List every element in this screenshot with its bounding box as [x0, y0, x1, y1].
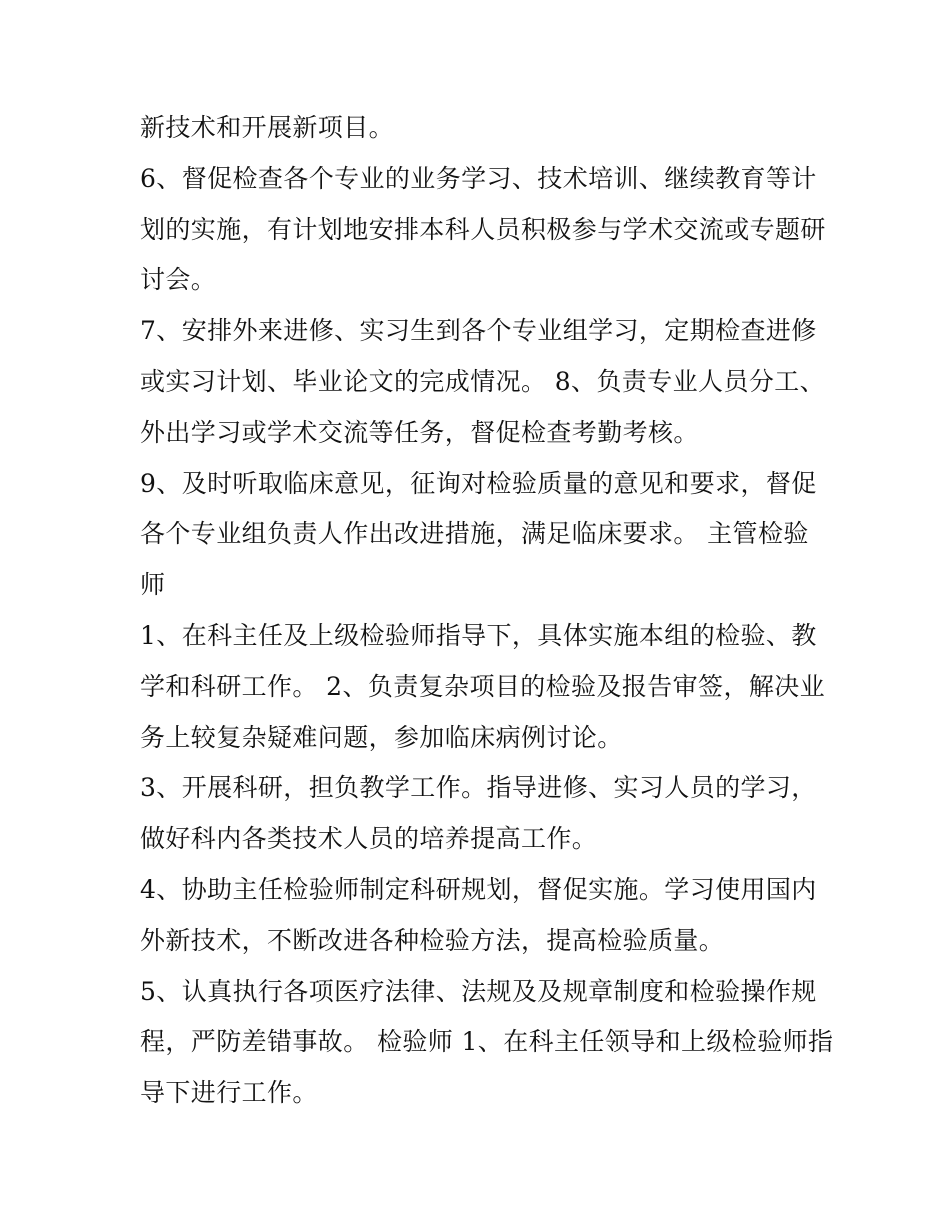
- text-line: 导下进行工作。: [140, 1078, 318, 1108]
- text-line: 学和科研工作。 2、负责复杂项目的检验及报告审签，解决业: [140, 671, 826, 701]
- text-line: 划的实施，有计划地安排本科人员积极参与学术交流或专题研: [140, 214, 826, 244]
- text-line: 师: [140, 570, 166, 600]
- text-line: 外新技术，不断改进各种检验方法，提高检验质量。: [140, 925, 725, 955]
- text-line: 5、认真执行各项医疗法律、法规及及规章制度和检验操作规: [140, 976, 817, 1006]
- text-line: 讨会。: [140, 265, 217, 295]
- text-line: 或实习计划、毕业论文的完成情况。 8、负责专业人员分工、: [140, 366, 826, 396]
- text-line: 程，严防差错事故。 检验师 1、在科主任领导和上级检验师指: [140, 1027, 834, 1057]
- text-line: 1、在科主任及上级检验师指导下，具体实施本组的检验、教: [140, 620, 817, 650]
- text-line: 各个专业组负责人作出改进措施，满足临床要求。 主管检验: [140, 519, 809, 549]
- text-line: 新技术和开展新项目。: [140, 113, 395, 142]
- text-line: 4、协助主任检验师制定科研规划，督促实施。学习使用国内: [140, 874, 817, 904]
- text-line: 3、开展科研，担负教学工作。指导进修、实习人员的学习，: [140, 773, 817, 803]
- text-line: 6、督促检查各个专业的业务学习、技术培训、继续教育等计: [140, 163, 817, 193]
- text-line: 做好科内各类技术人员的培养提高工作。: [140, 824, 598, 854]
- text-line: 外出学习或学术交流等任务，督促检查考勤考核。: [140, 417, 699, 447]
- text-line: 务上较复杂疑难问题，参加临床病例讨论。: [140, 722, 623, 752]
- text-line: 7、安排外来进修、实习生到各个专业组学习，定期检查进修: [140, 316, 817, 346]
- body-text: [140, 103, 834, 1119]
- text-line: 9、及时听取临床意见，征询对检验质量的意见和要求，督促: [140, 468, 817, 498]
